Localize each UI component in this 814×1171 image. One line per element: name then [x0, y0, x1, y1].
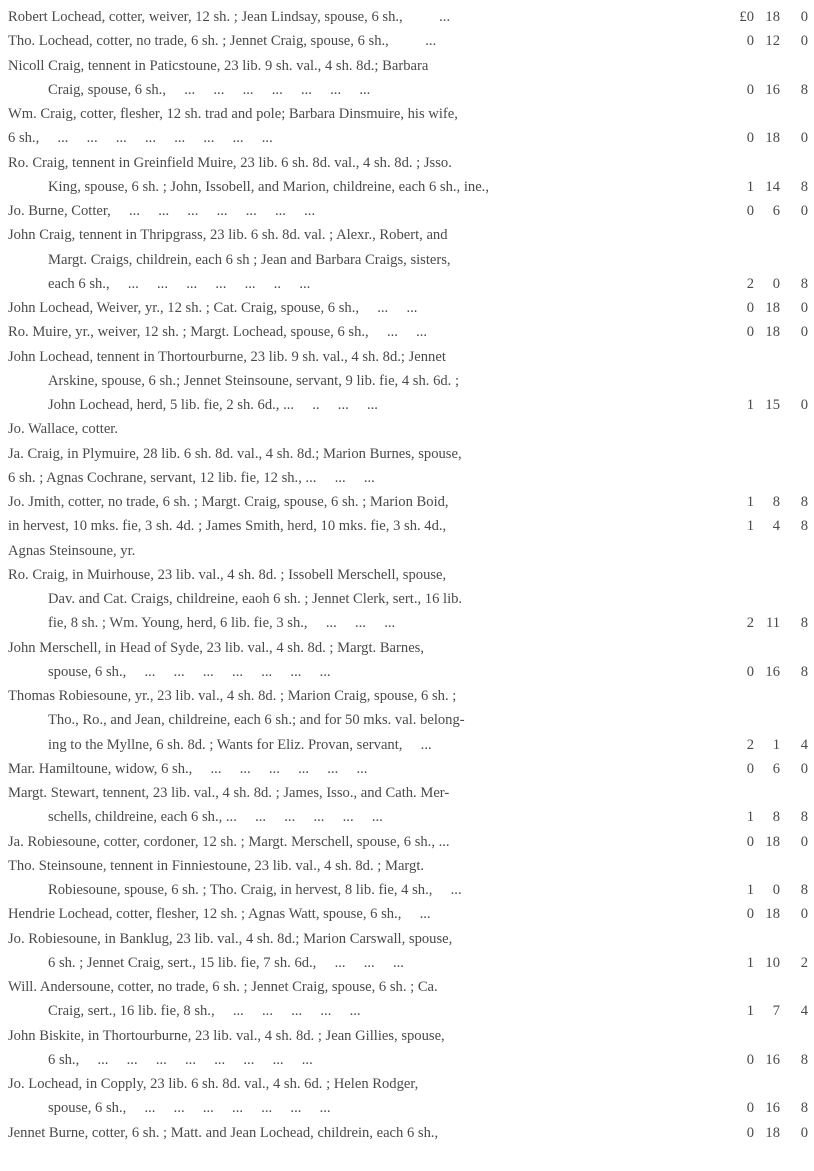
entry-text: Margt. Craigs, childrein, each 6 sh ; Jean and Barbara Craigs, sisters,	[48, 251, 451, 268]
text-line	[0, 103, 814, 125]
amount-shillings: 18	[765, 9, 780, 25]
amount-shillings: 16	[765, 1051, 780, 1068]
entry-text: Thomas Robiesoune, yr., 23 lib. val., 4 sh. 8d. ; Marion Craig, spouse, 6 sh. ;	[8, 688, 457, 704]
amount	[690, 612, 808, 634]
amount-pence: 0	[800, 906, 808, 923]
entry-text: 6 sh., ... ... ... ... ... ... ... ...	[48, 1051, 313, 1068]
entry-text: Jo. Burne, Cotter, ... ... ... ... ... ... ...	[8, 203, 316, 219]
amount	[690, 200, 808, 222]
amount-shillings: 8	[772, 809, 780, 826]
amount	[690, 394, 808, 416]
amount-shillings: 10	[765, 954, 780, 971]
text-line	[0, 758, 814, 780]
amount-shillings: 12	[765, 33, 780, 50]
text-line	[0, 491, 814, 513]
amount-pence: 8	[800, 81, 808, 98]
entry-text: 6 sh., ... ... ... ... ... ... ... ...	[8, 130, 273, 147]
amount-pence: 8	[800, 615, 808, 632]
text-line	[0, 346, 814, 368]
amount-pence: 0	[800, 9, 808, 25]
amount	[690, 6, 808, 28]
amount	[690, 734, 808, 756]
entry-text: John Lochead, tennent in Thortourburne, 23 lib. 9 sh. val., 4 sh. 8d.; Jennet	[8, 348, 446, 365]
entry-text: 6 sh. ; Agnas Cochrane, servant, 12 lib. fie, 12 sh., ... ... ...	[8, 469, 375, 486]
amount-shillings: 18	[765, 324, 780, 341]
text-line	[0, 734, 814, 756]
amount-pounds: 0	[746, 663, 754, 680]
entry-text: John Merschell, in Head of Syde, 23 lib. val., 4 sh. 8d. ; Margt. Barnes,	[8, 639, 425, 656]
entry-text: Tho. Lochead, cotter, no trade, 6 sh. ; Jennet Craig, spouse, 6 sh., ...	[8, 33, 437, 50]
entry-text: Tho. Steinsoune, tennent in Finniestoune, 23 lib. val., 4 sh. 8d. ; Margt.	[8, 857, 425, 874]
amount-shillings: 1	[772, 736, 780, 753]
text-line	[0, 806, 814, 828]
amount-pounds: 0	[746, 203, 754, 219]
amount	[690, 273, 808, 295]
entry-text: Craig, sert., 16 lib. fie, 8 sh., ... ... ... ... ...	[48, 1003, 361, 1020]
amount-pence: 8	[800, 178, 808, 195]
amount	[690, 661, 808, 683]
text-line	[0, 224, 814, 246]
entry-text: Mar. Hamiltoune, widow, 6 sh., ... ... ... ... ... ...	[8, 760, 368, 777]
text-line	[0, 782, 814, 804]
amount-shillings: 4	[772, 518, 780, 535]
amount-pence: 8	[800, 1051, 808, 1068]
text-line	[0, 588, 814, 610]
text-line	[0, 6, 814, 28]
amount	[690, 879, 808, 901]
amount-pounds: 1	[746, 882, 754, 898]
text-line	[0, 30, 814, 52]
amount	[690, 176, 808, 198]
amount-pence: 0	[800, 130, 808, 147]
amount-pounds: 1	[746, 1003, 754, 1020]
amount-pence: 0	[800, 833, 808, 850]
entry-text: spouse, 6 sh., ... ... ... ... ... ... ...	[48, 1100, 331, 1117]
amount	[690, 952, 808, 974]
entry-text: King, spouse, 6 sh. ; John, Issobell, and Marion, childreine, each 6 sh., ine.,	[48, 178, 489, 195]
entry-text: Nicoll Craig, tennent in Paticstoune, 23 lib. 9 sh. val., 4 sh. 8d.; Barbara	[8, 57, 429, 74]
entry-text: Robert Lochead, cotter, weiver, 12 sh. ; Jean Lindsay, spouse, 6 sh., ...	[8, 9, 451, 25]
entry-text: Ja. Craig, in Plymuire, 28 lib. 6 sh. 8d. val., 4 sh. 8d.; Marion Burnes, spouse,	[8, 445, 462, 462]
entry-text: Arskine, spouse, 6 sh.; Jennet Steinsoune, servant, 9 lib. fie, 4 sh. 6d. ;	[48, 372, 460, 389]
entry-text: Jo. Wallace, cotter.	[8, 421, 118, 438]
entry-text: in hervest, 10 mks. fie, 3 sh. 4d. ; James Smith, herd, 10 mks. fie, 3 sh. 4d.,	[8, 518, 447, 535]
text-line	[0, 1073, 814, 1095]
amount-pence: 8	[800, 663, 808, 680]
amount-pence: 2	[800, 954, 808, 971]
amount	[690, 1097, 808, 1119]
amount-shillings: 8	[772, 494, 780, 510]
amount-shillings: 18	[765, 130, 780, 147]
entry-text: Ro. Muire, yr., weiver, 12 sh. ; Margt. Lochead, spouse, 6 sh., ... ...	[8, 324, 428, 341]
amount-pounds: 0	[746, 81, 754, 98]
amount-pence: 4	[800, 736, 808, 753]
amount-pence: 8	[800, 1100, 808, 1117]
text-line	[0, 394, 814, 416]
amount-pounds: 2	[746, 275, 754, 292]
amount-pence: 8	[800, 809, 808, 826]
amount	[690, 30, 808, 52]
amount-shillings: 14	[765, 178, 780, 195]
text-line	[0, 637, 814, 659]
amount-pounds: 1	[746, 518, 754, 535]
amount	[690, 321, 808, 343]
amount	[690, 758, 808, 780]
text-line	[0, 200, 814, 222]
amount-pence: 8	[800, 494, 808, 510]
entry-text: Ja. Robiesoune, cotter, cordoner, 12 sh. ; Margt. Merschell, spouse, 6 sh., ...	[8, 833, 450, 850]
amount-pounds: 1	[746, 809, 754, 826]
entry-text: Jo. Lochead, in Copply, 23 lib. 6 sh. 8d. val., 4 sh. 6d. ; Helen Rodger,	[8, 1076, 419, 1092]
amount-pounds: 0	[746, 760, 754, 777]
amount-shillings: 16	[765, 81, 780, 98]
text-line	[0, 370, 814, 392]
entry-text: Will. Andersoune, cotter, no trade, 6 sh. ; Jennet Craig, spouse, 6 sh. ; Ca.	[8, 979, 438, 995]
amount-pounds: 0	[746, 833, 754, 850]
text-line	[0, 176, 814, 198]
amount-shillings: 0	[772, 882, 780, 898]
entry-text: schells, childreine, each 6 sh., ... ... ... ... ... ...	[48, 809, 383, 826]
amount-pence: 0	[800, 1124, 808, 1141]
entry-text: Jo. Robiesoune, in Banklug, 23 lib. val., 4 sh. 8d.; Marion Carswall, spouse,	[8, 930, 453, 947]
amount-pounds: 1	[746, 397, 754, 413]
text-line	[0, 127, 814, 149]
text-line	[0, 540, 814, 562]
amount-pence: 8	[800, 882, 808, 898]
text-line	[0, 1097, 814, 1119]
entry-text: 6 sh. ; Jennet Craig, sert., 15 lib. fie, 7 sh. 6d., ... ... ...	[48, 954, 404, 971]
text-line	[0, 1122, 814, 1144]
entry-text: John Biskite, in Thortourburne, 23 lib. val., 4 sh. 8d. ; Jean Gillies, spouse,	[8, 1027, 445, 1044]
entry-text: Tho., Ro., and Jean, childreine, each 6 sh.; and for 50 mks. val. belong-	[48, 712, 465, 729]
text-line	[0, 443, 814, 465]
entry-text: Dav. and Cat. Craigs, childreine, eaoh 6 sh. ; Jennet Clerk, sert., 16 lib.	[48, 591, 463, 607]
amount-pence: 0	[800, 397, 808, 413]
text-line	[0, 1025, 814, 1047]
entry-text: Jo. Jmith, cotter, no trade, 6 sh. ; Margt. Craig, spouse, 6 sh. ; Marion Boid,	[8, 494, 449, 510]
entry-text: Robiesoune, spouse, 6 sh. ; Tho. Craig, in hervest, 8 lib. fie, 4 sh., ...	[48, 882, 462, 898]
entry-text: Hendrie Lochead, cotter, flesher, 12 sh. ; Agnas Watt, spouse, 6 sh., ...	[8, 906, 431, 923]
amount-pence: 4	[800, 1003, 808, 1020]
text-line	[0, 928, 814, 950]
text-line	[0, 1000, 814, 1022]
text-line	[0, 952, 814, 974]
text-line	[0, 879, 814, 901]
text-line	[0, 55, 814, 77]
amount-shillings: 15	[765, 397, 780, 413]
text-line	[0, 249, 814, 271]
amount-pounds: 2	[746, 736, 754, 753]
amount	[690, 1000, 808, 1022]
text-line	[0, 709, 814, 731]
amount	[690, 491, 808, 513]
amount-shillings: 0	[772, 275, 780, 292]
amount	[690, 79, 808, 101]
amount-pounds: 0	[746, 33, 754, 50]
amount-pounds: £0	[739, 9, 754, 25]
amount-pounds: 0	[746, 1051, 754, 1068]
entry-text: fie, 8 sh. ; Wm. Young, herd, 6 lib. fie, 3 sh., ... ... ...	[48, 615, 396, 632]
amount	[690, 1049, 808, 1071]
text-line	[0, 612, 814, 634]
text-line	[0, 976, 814, 998]
amount-pounds: 0	[746, 1124, 754, 1141]
amount-pence: 0	[800, 760, 808, 777]
amount	[690, 515, 808, 537]
amount-shillings: 7	[772, 1003, 780, 1020]
amount	[690, 127, 808, 149]
text-line	[0, 831, 814, 853]
amount-pounds: 0	[746, 324, 754, 341]
text-line	[0, 79, 814, 101]
amount-shillings: 16	[765, 663, 780, 680]
entry-text: Agnas Steinsoune, yr.	[8, 542, 136, 559]
text-line	[0, 564, 814, 586]
text-line	[0, 903, 814, 925]
amount-shillings: 18	[765, 906, 780, 923]
amount-shillings: 6	[772, 760, 780, 777]
amount-pence: 0	[800, 33, 808, 50]
amount	[690, 831, 808, 853]
amount	[690, 297, 808, 319]
text-line	[0, 685, 814, 707]
entry-text: John Lochead, herd, 5 lib. fie, 2 sh. 6d., ... .. ... ...	[48, 397, 378, 413]
entry-text: each 6 sh., ... ... ... ... ... .. ...	[48, 275, 311, 292]
text-line	[0, 152, 814, 174]
entry-text: John Craig, tennent in Thripgrass, 23 lib. 6 sh. 8d. val. ; Alexr., Robert, and	[8, 227, 448, 244]
entry-text: John Lochead, Weiver, yr., 12 sh. ; Cat. Craig, spouse, 6 sh., ... ...	[8, 300, 418, 316]
text-line	[0, 273, 814, 295]
text-line	[0, 1049, 814, 1071]
amount-shillings: 16	[765, 1100, 780, 1117]
amount-pounds: 2	[746, 615, 754, 632]
text-line	[0, 467, 814, 489]
entry-text: spouse, 6 sh., ... ... ... ... ... ... ...	[48, 663, 331, 680]
amount	[690, 806, 808, 828]
amount-pence: 8	[800, 518, 808, 535]
text-line	[0, 297, 814, 319]
amount-pence: 8	[800, 275, 808, 292]
amount-pence: 0	[800, 203, 808, 219]
amount-pounds: 1	[746, 954, 754, 971]
text-line	[0, 855, 814, 877]
amount-pounds: 0	[746, 300, 754, 316]
amount-shillings: 18	[765, 1124, 780, 1141]
text-line	[0, 515, 814, 537]
entry-text: Craig, spouse, 6 sh., ... ... ... ... ... ... ...	[48, 81, 371, 98]
entry-text: Wm. Craig, cotter, flesher, 12 sh. trad and pole; Barbara Dinsmuire, his wife,	[8, 106, 458, 122]
entry-text: Jennet Burne, cotter, 6 sh. ; Matt. and Jean Lochead, childrein, each 6 sh.,	[8, 1124, 439, 1141]
entry-text: Ro. Craig, tennent in Greinfield Muire, 23 lib. 6 sh. 8d. val., 4 sh. 8d. ; Jsso.	[8, 154, 452, 171]
amount-shillings: 6	[772, 203, 780, 219]
text-line	[0, 661, 814, 683]
text-line	[0, 321, 814, 343]
text-line	[0, 418, 814, 440]
amount-pounds: 0	[746, 1100, 754, 1117]
amount-pounds: 0	[746, 906, 754, 923]
amount-shillings: 18	[765, 300, 780, 316]
amount-pounds: 0	[746, 130, 754, 147]
amount	[690, 903, 808, 925]
amount-shillings: 11	[765, 615, 780, 632]
amount-pence: 0	[800, 324, 808, 341]
entry-text: Margt. Stewart, tennent, 23 lib. val., 4 sh. 8d. ; James, Isso., and Cath. Mer-	[8, 785, 450, 801]
amount-pence: 0	[800, 300, 808, 316]
entry-text: Ro. Craig, in Muirhouse, 23 lib. val., 4 sh. 8d. ; Issobell Merschell, spouse,	[8, 566, 447, 583]
entry-text: ing to the Myllne, 6 sh. 8d. ; Wants for Eliz. Provan, servant, ...	[48, 736, 432, 753]
amount-pounds: 1	[746, 494, 754, 510]
amount	[690, 1122, 808, 1144]
amount-shillings: 18	[765, 833, 780, 850]
amount-pounds: 1	[746, 178, 754, 195]
